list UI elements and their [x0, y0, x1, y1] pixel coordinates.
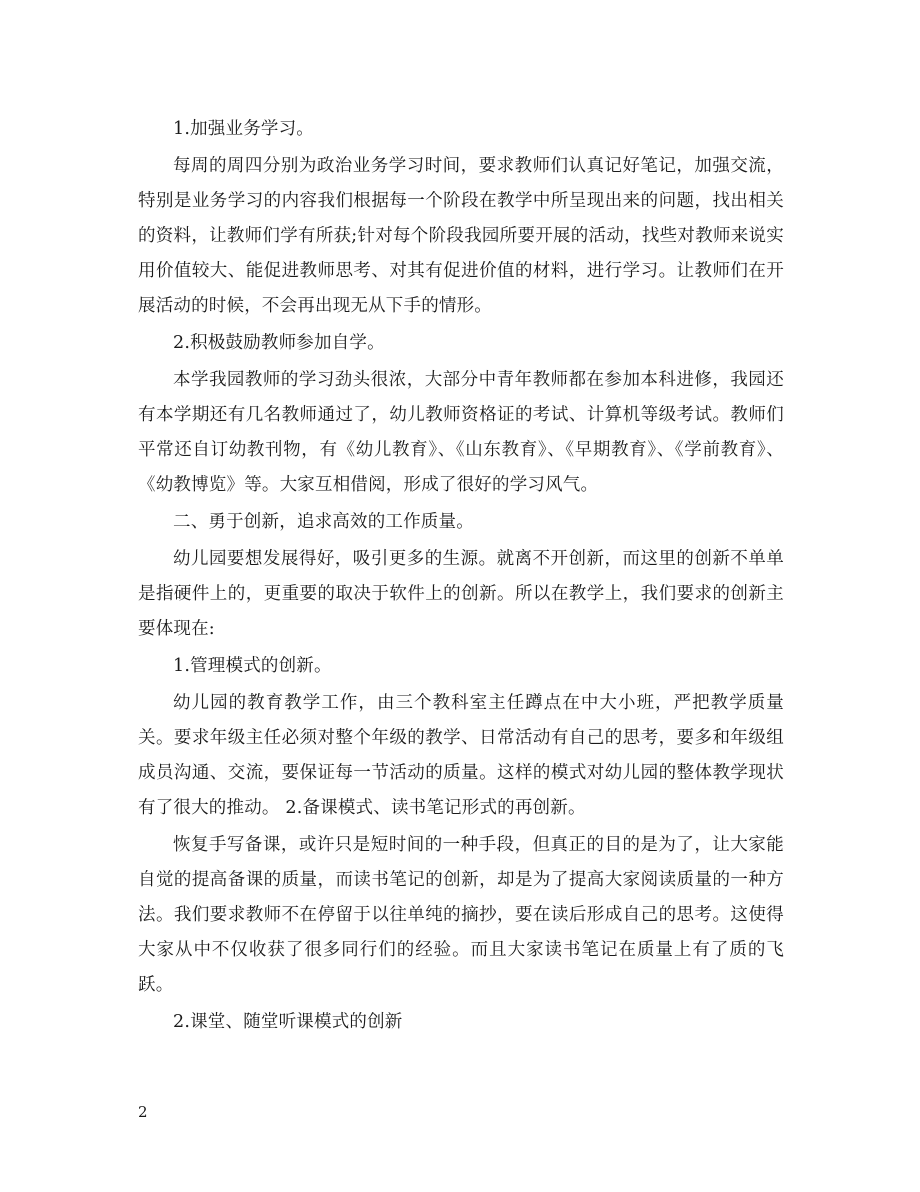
paragraph-self-study: 本学我园教师的学习劲头很浓，大部分中青年教师都在参加本科进修，我园还有本学期还有几名教师通过了，幼儿教师资格证的考试、计算机等级考试。教师们平常还自订幼教刊物，有《幼儿教育》、《山东教育》、《早期教育》、《学前教育》、《幼教博览》等。大家互相借阅，形成了很好的学习风气。 — [138, 370, 784, 495]
heading-self-study: 2.积极鼓励教师参加自学。 — [173, 333, 385, 353]
paragraph-innovation: 幼儿园要想发展得好，吸引更多的生源。就离不开创新，而这里的创新不单单是指硬件上的，更重要的取决于软件上的创新。所以在教学上，我们要求的创新主要体现在: — [138, 549, 784, 639]
paragraph-management-mode: 幼儿园的教育教学工作，由三个教科室主任蹲点在中大小班，严把教学质量关。要求年级主任必须对整个年级的教学、日常活动有自己的思考，要多和年级组成员沟通、交流，要保证每一节活动的质量。这样的模式对幼儿园的整体教学现状有了很大的推动。 2.备课模式、读书笔记形式的再创新。 — [138, 693, 784, 818]
paragraph-weekly-study: 每周的周四分别为政治业务学习时间，要求教师们认真记好笔记，加强交流，特别是业务学习的内容我们根据每一个阶段在教学中所呈现出来的问题，找出相关的资料，让教师们学有所获;针对每个阶段我园所要开展的活动，找些对教师来说实用价值较大、能促进教师思考、对其有促进价值的材料，进行学习。让教师们在开展活动的时候，不会再出现无从下手的情形。 — [138, 156, 784, 316]
document-body — [138, 112, 784, 1040]
heading-business-study: 1.加强业务学习。 — [173, 119, 314, 139]
heading-innovation: 二、勇于创新，追求高效的工作质量。 — [173, 512, 474, 532]
heading-classroom-mode: 2.课堂、随堂听课模式的创新 — [173, 1012, 403, 1032]
page-number: 2 — [138, 1103, 148, 1121]
heading-management-mode: 1.管理模式的创新。 — [173, 656, 332, 676]
paragraph-lesson-prep: 恢复手写备课，或许只是短时间的一种手段，但真正的目的是为了，让大家能自觉的提高备课的质量，而读书笔记的创新，却是为了提高大家阅读质量的一种方法。我们要求教师不在停留于以往单纯的摘抄，要在读后形成自己的思考。这使得大家从中不仅收获了很多同行们的经验。而且大家读书笔记在质量上有了质的飞跃。 — [138, 835, 784, 995]
